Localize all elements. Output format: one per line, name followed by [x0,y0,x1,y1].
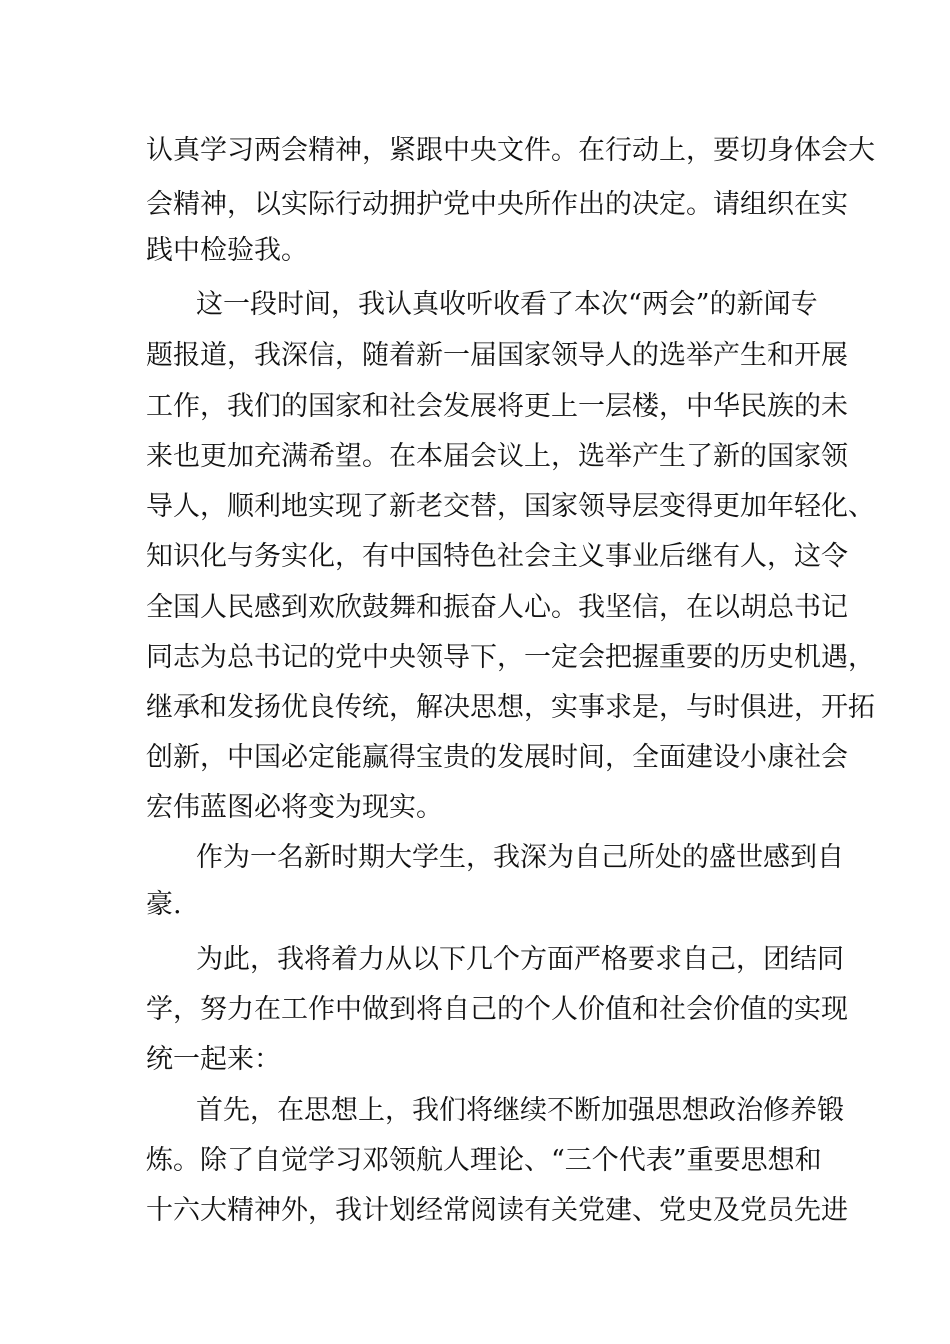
text-line: 创新，中国必定能赢得宝贵的发展时间，全面建设小康社会 [146,742,848,773]
paragraph-first-line: 作为一名新时期大学生，我深为自己所处的盛世感到自 [196,842,844,873]
text-line: 会精神，以实际行动拥护党中央所作出的决定。请组织在实 [146,189,848,220]
text-line: 全国人民感到欢欣鼓舞和振奋人心。我坚信，在以胡总书记 [146,592,848,623]
text-line: 题报道，我深信，随着新一届国家领导人的选举产生和开展 [146,340,848,371]
text-line: 认真学习两会精神，紧跟中央文件。在行动上，要切身体会大 [146,135,875,166]
paragraph-first-line: 这一段时间，我认真收听收看了本次“两会”的新闻专 [196,289,818,320]
text-line: 同志为总书记的党中央领导下，一定会把握重要的历史机遇， [146,642,875,673]
text-line: 统一起来： [146,1044,281,1075]
text-line: 豪. [146,889,182,920]
text-line: 导人，顺利地实现了新老交替，国家领导层变得更加年轻化、 [146,491,875,522]
text-line: 知识化与务实化，有中国特色社会主义事业后继有人，这令 [146,541,848,572]
paragraph-first-line: 首先，在思想上，我们将继续不断加强思想政治修养锻 [196,1095,844,1126]
text-line: 继承和发扬优良传统，解决思想，实事求是，与时俱进，开拓 [146,692,875,723]
text-line: 来也更加充满希望。在本届会议上，选举产生了新的国家领 [146,441,848,472]
text-line: 践中检验我。 [146,235,308,266]
text-line: 炼。除了自觉学习邓领航人理论、“三个代表”重要思想和 [146,1145,822,1176]
paragraph-first-line: 为此，我将着力从以下几个方面严格要求自己，团结同 [196,944,844,975]
text-line: 工作，我们的国家和社会发展将更上一层楼，中华民族的未 [146,391,848,422]
text-line: 十六大精神外，我计划经常阅读有关党建、党史及党员先进 [146,1195,848,1226]
text-line: 宏伟蓝图必将变为现实。 [146,792,443,823]
text-line: 学，努力在工作中做到将自己的个人价值和社会价值的实现 [146,994,848,1025]
